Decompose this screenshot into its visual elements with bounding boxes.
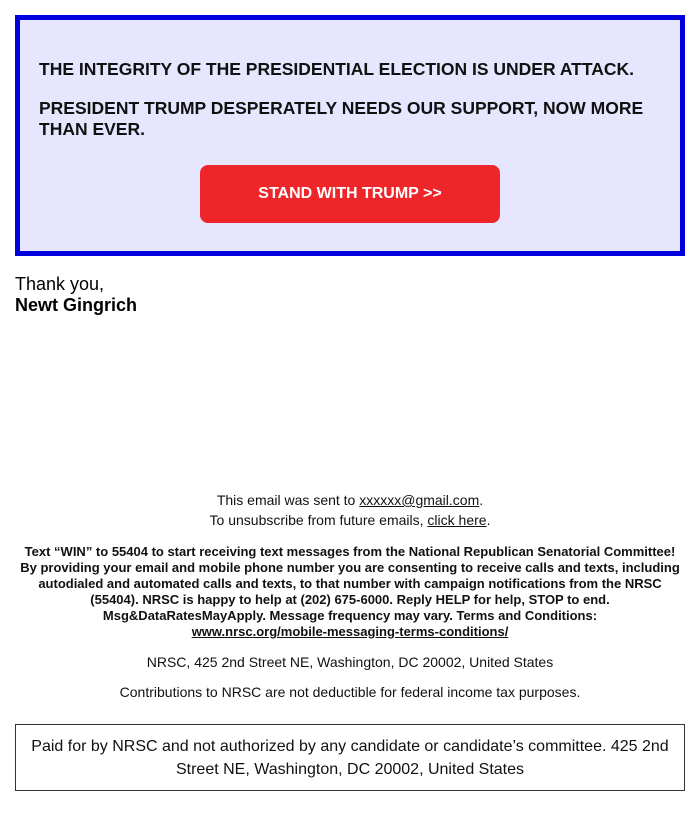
alert-subheadline: PRESIDENT TRUMP DESPERATELY NEEDS OUR SUPPORT, NOW MORE THAN EVER.: [39, 98, 644, 139]
unsubscribe-prefix: To unsubscribe from future emails,: [209, 512, 428, 528]
paid-for-disclaimer: Paid for by NRSC and not authorized by any candidate or candidate’s committee. 425 2nd Street NE, Washington, DC 20002, United States: [15, 724, 685, 791]
sent-suffix: .: [479, 492, 484, 508]
sent-to-line: [15, 490, 685, 510]
signoff: [15, 274, 137, 316]
sms-disclaimer-text: Text “WIN” to 55404 to start receiving text messages from the National Republican Senatorial Committee! By providing your email and mobile phone number you are consenting to receive calls and texts, including autodialed and automated calls and texts, to that number with campaign notifications from the NRSC (55404). NRSC is happy to help at (202) 675-6000. Reply HELP for help, STOP to end. Msg&DataRatesMayApply. Message frequency may vary. Terms and Conditions:: [20, 544, 680, 623]
signoff-greeting: Thank you,: [15, 274, 105, 294]
unsubscribe-suffix: .: [486, 512, 491, 528]
signoff-name: Newt Gingrich: [15, 295, 138, 315]
alert-box: [15, 15, 685, 256]
unsubscribe-link[interactable]: click here: [427, 512, 487, 528]
unsubscribe-line: [15, 510, 685, 530]
alert-headline: THE INTEGRITY OF THE PRESIDENTIAL ELECTION IS UNDER ATTACK.: [39, 59, 635, 79]
terms-conditions-link[interactable]: www.nrsc.org/mobile-messaging-terms-conditions/: [191, 624, 509, 639]
mailing-address: NRSC, 425 2nd Street NE, Washington, DC 20002, United States: [146, 654, 554, 670]
stand-with-trump-button[interactable]: STAND WITH TRUMP >>: [200, 165, 500, 223]
recipient-email-link[interactable]: xxxxxx@gmail.com: [359, 492, 480, 508]
tax-deductible-notice: Contributions to NRSC are not deductible for federal income tax purposes.: [119, 684, 581, 700]
sent-prefix: This email was sent to: [216, 492, 360, 508]
sms-disclaimer: [15, 544, 685, 640]
